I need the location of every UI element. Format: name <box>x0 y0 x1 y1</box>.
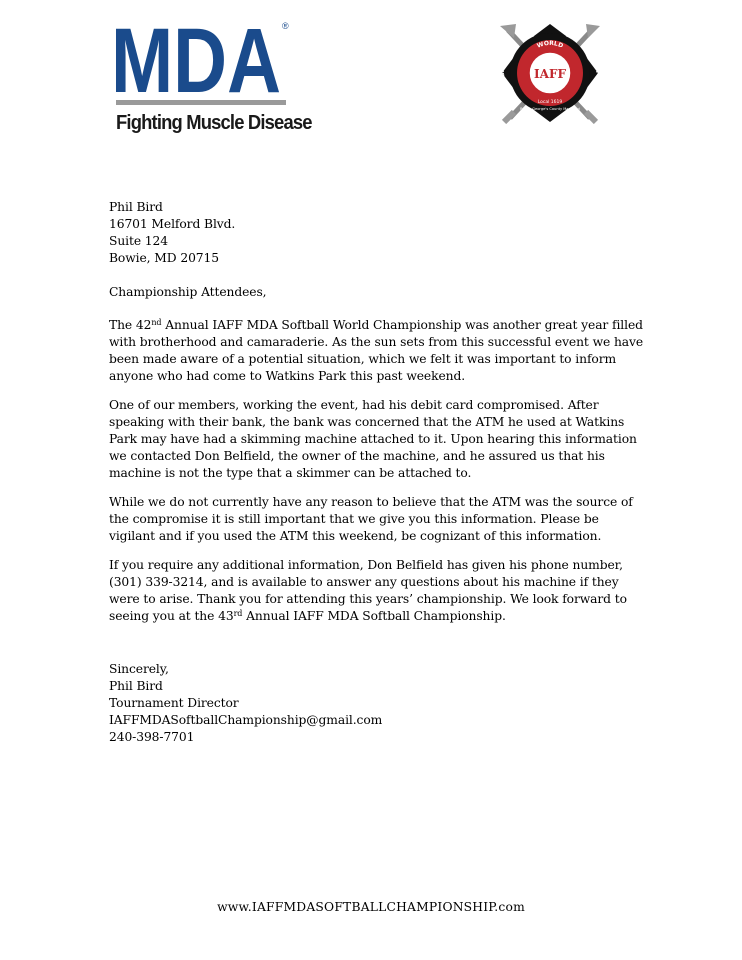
svg-text:SOFTBALL: SOFTBALL <box>497 57 514 98</box>
svg-text:CHAMPIONSHIP: CHAMPIONSHIP <box>579 46 603 107</box>
paragraph-4-tail: Annual IAFF MDA Softball Championship. <box>242 609 506 623</box>
paragraph-4-text: If you require any additional information, Don Belfield has given his phone number, (301) 339-3214, and is available to answer any questions about his machine if they were to arise. Thank you for attending this years’ championship. We look forward to seeing you at the <box>109 558 627 623</box>
signer-email: IAFFMDASoftballChampionship@gmail.com <box>109 713 383 727</box>
ordinal-suffix: rd <box>233 609 243 618</box>
paragraph-4 <box>109 557 644 625</box>
paragraph-3: While we do not currently have any reason to believe that the ATM was the source of the compromise it is still important that we give you this information. Please be vigilant and if you used the ATM this weekend, be cognizant of this information. <box>109 495 633 543</box>
salutation: Championship Attendees, <box>109 285 267 299</box>
sender-name: Phil Bird <box>109 200 163 214</box>
logo-divider <box>116 100 286 105</box>
paragraph-2: One of our members, working the event, had his debit card compromised. After speaking with their bank, the bank was concerned that the ATM he used at Watkins Park may have had a skimming machine attached to it. Upon hearing this information we contacted Don Belfield, the owner of the machine, and he assured us that his machine is not the type that a skimmer can be attached to. <box>109 398 637 480</box>
signer-phone: 240-398-7701 <box>109 730 195 744</box>
iaff-softball-championship-logo <box>496 22 604 124</box>
sender-street: 16701 Melford Blvd. <box>109 217 236 231</box>
ordinal-suffix: nd <box>151 318 162 327</box>
svg-text:IAFF: IAFF <box>534 67 566 81</box>
mda-logo <box>110 18 312 142</box>
registered-mark: ® <box>282 21 289 31</box>
footer-website: www.IAFFMDASOFTBALLCHAMPIONSHIP.com <box>217 900 525 914</box>
ordinal-43: 43 <box>218 609 234 623</box>
paragraph-1-text: Annual IAFF MDA Softball World Championship was another great year filled with brotherhood and camaraderie. As the sun sets from this successful event we have been made aware of a potential situation, which we felt it was important to inform anyone who had come to Watkins Park this past weekend. <box>109 318 644 383</box>
valediction: Sincerely, <box>109 662 169 676</box>
sender-address <box>109 199 644 267</box>
signature-block <box>109 661 644 746</box>
signer-title: Tournament Director <box>109 696 239 710</box>
svg-text:Prince George's County Marylan: Prince George's County Maryland <box>520 107 580 111</box>
signer-name: Phil Bird <box>109 679 163 693</box>
sender-city: Bowie, MD 20715 <box>109 251 219 265</box>
ordinal-42: 42 <box>135 318 152 332</box>
letter-body <box>109 199 644 746</box>
svg-text:Local 1619: Local 1619 <box>537 100 563 105</box>
svg-text:MDA: MDA <box>111 18 281 96</box>
mda-tagline: Fighting Muscle Disease <box>116 112 312 134</box>
svg-text:WORLD: WORLD <box>536 39 565 50</box>
mda-wordmark-logo <box>110 18 282 96</box>
sender-suite: Suite 124 <box>109 234 168 248</box>
paragraph-1: The 42nd Annual IAFF MDA Softball World Championship was another great year filled with brotherhood and camaraderie. As the sun sets from this successful event we have been made aware of a potential situation, which we felt it was important to inform anyone who had come to Watkins Park this past weekend. <box>109 318 644 383</box>
